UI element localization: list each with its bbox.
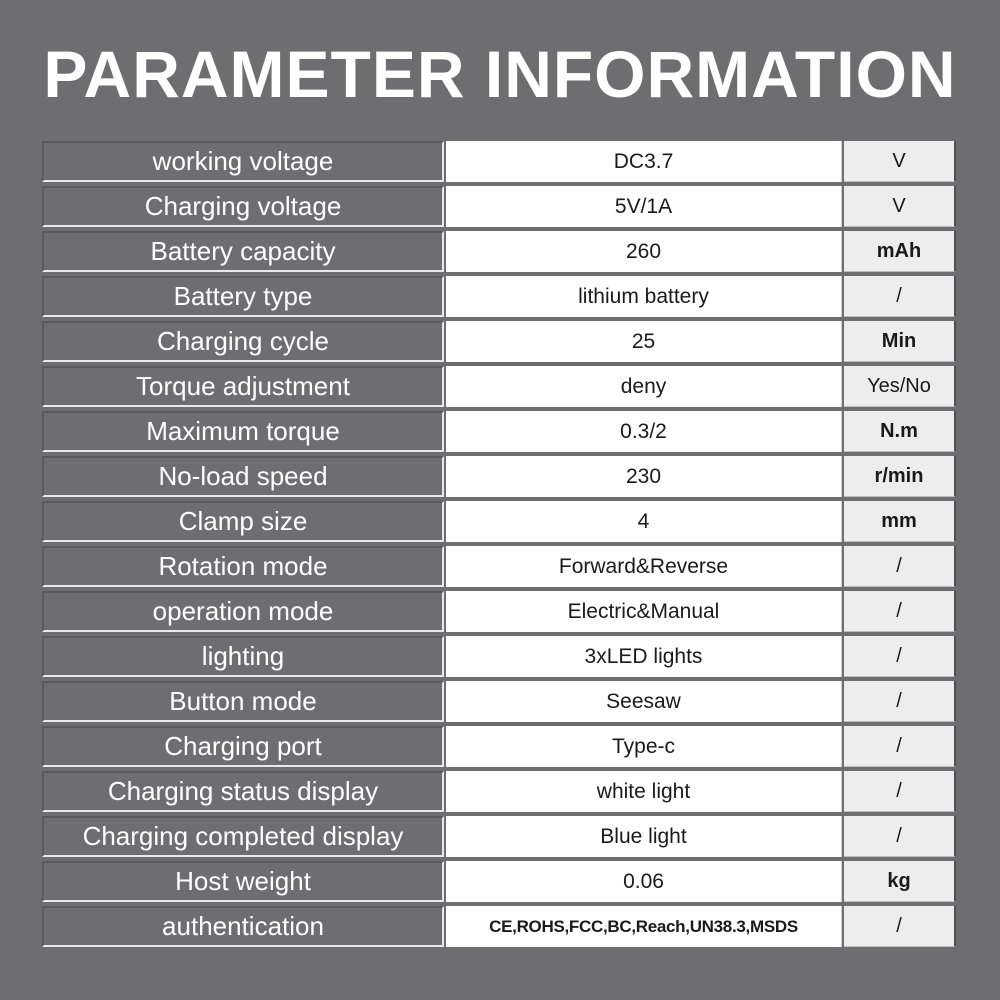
parameter-unit: Min [844, 321, 956, 362]
parameter-value: Electric&Manual [446, 591, 842, 632]
parameter-name: working voltage [42, 141, 444, 182]
parameter-value: 0.3/2 [446, 411, 842, 452]
parameter-name: Host weight [42, 861, 444, 902]
parameter-unit: / [844, 276, 956, 317]
parameter-value: 230 [446, 456, 842, 497]
parameter-name: authentication [42, 906, 444, 947]
parameter-value: 260 [446, 231, 842, 272]
parameter-value: 25 [446, 321, 842, 362]
parameter-unit: / [844, 681, 956, 722]
parameter-unit: Yes/No [844, 366, 956, 407]
table-row [42, 411, 956, 452]
parameter-name: Charging voltage [42, 186, 444, 227]
parameter-unit: V [844, 141, 956, 182]
table-row [42, 276, 956, 317]
parameter-name: No-load speed [42, 456, 444, 497]
parameter-unit: / [844, 816, 956, 857]
parameter-unit: / [844, 771, 956, 812]
table-row [42, 321, 956, 362]
parameter-name: Charging completed display [42, 816, 444, 857]
table-row [42, 186, 956, 227]
parameter-name: lighting [42, 636, 444, 677]
parameter-value: Type-c [446, 726, 842, 767]
parameter-name: Charging cycle [42, 321, 444, 362]
parameter-name: Charging status display [42, 771, 444, 812]
parameter-name: Battery capacity [42, 231, 444, 272]
parameter-value: deny [446, 366, 842, 407]
table-row [42, 726, 956, 767]
parameter-name: Rotation mode [42, 546, 444, 587]
table-row [42, 816, 956, 857]
parameter-value: 4 [446, 501, 842, 542]
parameter-value: DC3.7 [446, 141, 842, 182]
table-row [42, 141, 956, 182]
table-row [42, 861, 956, 902]
table-row [42, 366, 956, 407]
table-row [42, 591, 956, 632]
parameter-unit: kg [844, 861, 956, 902]
parameter-value: 5V/1A [446, 186, 842, 227]
parameter-name: operation mode [42, 591, 444, 632]
parameter-value: white light [446, 771, 842, 812]
parameter-value: Blue light [446, 816, 842, 857]
parameter-unit: / [844, 546, 956, 587]
parameter-unit: r/min [844, 456, 956, 497]
parameter-name: Battery type [42, 276, 444, 317]
parameter-value: Seesaw [446, 681, 842, 722]
parameter-unit: / [844, 906, 956, 947]
parameter-unit: N.m [844, 411, 956, 452]
parameter-name: Charging port [42, 726, 444, 767]
parameter-unit: mAh [844, 231, 956, 272]
parameter-unit: V [844, 186, 956, 227]
parameter-name: Torque adjustment [42, 366, 444, 407]
parameter-name: Button mode [42, 681, 444, 722]
table-row [42, 501, 956, 542]
table-row [42, 771, 956, 812]
parameter-name: Maximum torque [42, 411, 444, 452]
page-title: PARAMETER INFORMATION [43, 37, 957, 111]
parameter-table [42, 141, 956, 951]
parameter-value: 0.06 [446, 861, 842, 902]
parameter-value: lithium battery [446, 276, 842, 317]
parameter-unit: / [844, 726, 956, 767]
table-row [42, 906, 956, 947]
parameter-value: CE,ROHS,FCC,BC,Reach,UN38.3,MSDS [446, 906, 842, 947]
table-row [42, 681, 956, 722]
parameter-unit: / [844, 636, 956, 677]
parameter-unit: mm [844, 501, 956, 542]
parameter-value: Forward&Reverse [446, 546, 842, 587]
table-row [42, 456, 956, 497]
parameter-name: Clamp size [42, 501, 444, 542]
table-row [42, 546, 956, 587]
parameter-value: 3xLED lights [446, 636, 842, 677]
table-row [42, 636, 956, 677]
parameter-unit: / [844, 591, 956, 632]
table-row [42, 231, 956, 272]
